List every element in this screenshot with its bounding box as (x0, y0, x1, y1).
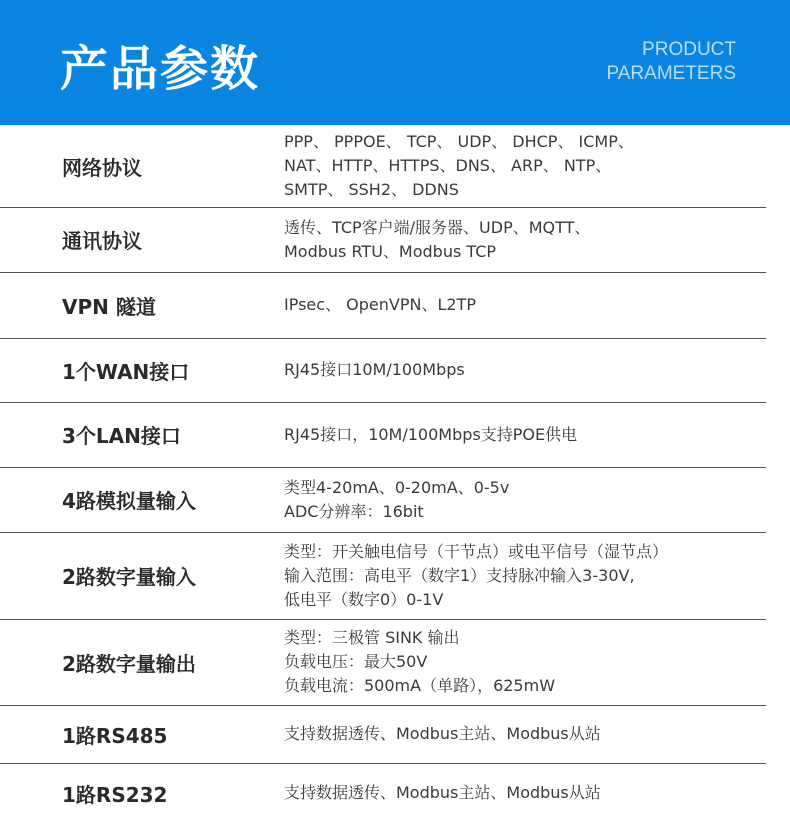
spec-label: 1路RS232 (62, 782, 168, 807)
spec-value (284, 338, 770, 402)
spec-row (0, 619, 790, 705)
subtitle-line-2: PARAMETERS (606, 63, 736, 84)
spec-value (284, 207, 770, 272)
spec-value (284, 763, 770, 823)
spec-value-line: PPP、 PPPOE、 TCP、 UDP、 DHCP、 ICMP、 (284, 132, 634, 151)
spec-row (0, 338, 790, 402)
spec-label: 通讯协议 (62, 229, 142, 253)
spec-value-line: 类型：开关触电信号（干节点）或电平信号（湿节点） (284, 541, 669, 561)
spec-value-line: 类型：三极管 SINK 输出 (284, 628, 460, 647)
spec-row (0, 467, 790, 532)
spec-row (0, 532, 790, 619)
page-subtitle (606, 38, 736, 86)
spec-value-line: 支持数据透传、Modbus主站、Modbus从站 (284, 724, 601, 743)
page-header (0, 0, 790, 125)
spec-label: VPN 隧道 (62, 294, 156, 319)
spec-label: 2路数字量输入 (62, 565, 196, 589)
spec-value (284, 272, 770, 338)
spec-value-line: 透传、TCP客户端/服务器、UDP、MQTT、 (284, 217, 591, 237)
spec-row (0, 125, 790, 207)
spec-value-line: Modbus RTU、Modbus TCP (284, 241, 497, 261)
spec-value-line: 负载电压：最大50V (284, 652, 428, 671)
spec-row (0, 402, 790, 467)
spec-row (0, 705, 790, 763)
spec-row (0, 272, 790, 338)
spec-value-line: 负载电流：500mA（单路），625mW (284, 676, 556, 695)
spec-label: 3个LAN接口 (62, 424, 181, 448)
spec-value (284, 532, 770, 619)
subtitle-line-1: PRODUCT (642, 39, 736, 60)
spec-value (284, 619, 770, 705)
spec-value-line: RJ45接口，10M/100Mbps支持POE供电 (284, 424, 578, 444)
spec-label: 2路数字量输出 (62, 651, 196, 676)
spec-value-line: 支持数据透传、Modbus主站、Modbus从站 (284, 783, 601, 802)
spec-label: 4路模拟量输入 (62, 489, 196, 513)
spec-value-line: 输入范围：高电平（数字1）支持脉冲输入3-30V, (284, 565, 635, 585)
spec-label: 1路RS485 (62, 723, 168, 748)
spec-value-line: 低电平（数字0）0-1V (284, 589, 444, 609)
spec-value-line: NAT、HTTP、HTTPS、DNS、 ARP、 NTP、 (284, 156, 612, 175)
spec-value (284, 467, 770, 532)
spec-row (0, 207, 790, 272)
spec-value-line: SMTP、 SSH2、 DDNS (284, 180, 459, 199)
spec-value-line: ADC分辨率：16bit (284, 501, 424, 521)
spec-label: 1个WAN接口 (62, 359, 190, 384)
spec-value-line: 类型4-20mA、0-20mA、0-5v (284, 477, 510, 497)
spec-value (284, 705, 770, 763)
spec-label: 网络协议 (62, 155, 142, 180)
spec-value-line: IPsec、 OpenVPN、L2TP (284, 295, 476, 314)
spec-value (284, 125, 770, 207)
spec-value (284, 402, 770, 467)
spec-value-line: RJ45接口10M/100Mbps (284, 360, 465, 379)
spec-row (0, 763, 790, 823)
page-title: 产品参数 (60, 41, 261, 97)
